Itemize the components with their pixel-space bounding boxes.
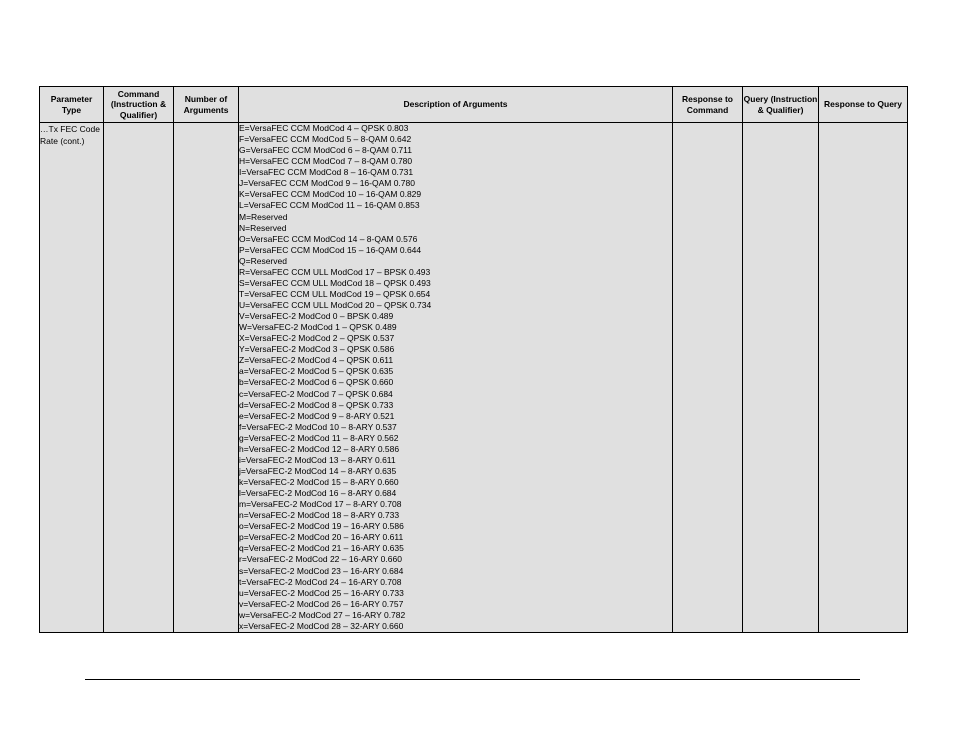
list-item: S=VersaFEC CCM ULL ModCod 18 – QPSK 0.493 bbox=[239, 277, 431, 288]
table-row bbox=[40, 123, 908, 633]
header-response-to-query: Response to Query bbox=[819, 87, 908, 123]
header-description: Description of Arguments bbox=[239, 87, 673, 123]
list-item: f=VersaFEC-2 ModCod 10 – 8-ARY 0.537 bbox=[239, 421, 397, 432]
response-to-query-cell bbox=[819, 123, 908, 633]
list-item: X=VersaFEC-2 ModCod 2 – QPSK 0.537 bbox=[239, 333, 395, 344]
list-item: Z=VersaFEC-2 ModCod 4 – QPSK 0.611 bbox=[239, 355, 394, 366]
header-number-of-arguments: Number of Arguments bbox=[174, 87, 239, 123]
list-item: F=VersaFEC CCM ModCod 5 – 8-QAM 0.642 bbox=[239, 134, 412, 145]
list-item: w=VersaFEC-2 ModCod 27 – 16-ARY 0.782 bbox=[239, 609, 406, 620]
header-query: Query (Instruction & Qualifier) bbox=[743, 87, 819, 123]
list-item: O=VersaFEC CCM ModCod 14 – 8-QAM 0.576 bbox=[239, 233, 418, 244]
footer-divider bbox=[85, 679, 860, 680]
query-cell bbox=[743, 123, 819, 633]
list-item: R=VersaFEC CCM ULL ModCod 17 – BPSK 0.493 bbox=[239, 266, 431, 277]
description-cell bbox=[239, 123, 673, 633]
list-item: i=VersaFEC-2 ModCod 13 – 8-ARY 0.611 bbox=[239, 454, 396, 465]
list-item: J=VersaFEC CCM ModCod 9 – 16-QAM 0.780 bbox=[239, 178, 415, 189]
list-item: o=VersaFEC-2 ModCod 19 – 16-ARY 0.586 bbox=[239, 521, 404, 532]
list-item: r=VersaFEC-2 ModCod 22 – 16-ARY 0.660 bbox=[239, 554, 402, 565]
list-item: h=VersaFEC-2 ModCod 12 – 8-ARY 0.586 bbox=[239, 443, 400, 454]
list-item: V=VersaFEC-2 ModCod 0 – BPSK 0.489 bbox=[239, 311, 394, 322]
list-item: p=VersaFEC-2 ModCod 20 – 16-ARY 0.611 bbox=[239, 532, 404, 543]
list-item: k=VersaFEC-2 ModCod 15 – 8-ARY 0.660 bbox=[239, 477, 399, 487]
list-item: K=VersaFEC CCM ModCod 10 – 16-QAM 0.829 bbox=[239, 189, 422, 200]
list-item: s=VersaFEC-2 ModCod 23 – 16-ARY 0.684 bbox=[239, 565, 404, 576]
list-item: v=VersaFEC-2 ModCod 26 – 16-ARY 0.757 bbox=[239, 598, 404, 609]
list-item: Y=VersaFEC-2 ModCod 3 – QPSK 0.586 bbox=[239, 344, 395, 355]
header-command: Command (Instruction & Qualifier) bbox=[104, 87, 174, 123]
list-item: j=VersaFEC-2 ModCod 14 – 8-ARY 0.635 bbox=[239, 465, 397, 476]
list-item: L=VersaFEC CCM ModCod 11 – 16-QAM 0.853 bbox=[239, 200, 420, 211]
command-table bbox=[39, 86, 908, 633]
list-item: W=VersaFEC-2 ModCod 1 – QPSK 0.489 bbox=[239, 322, 397, 333]
header-response-to-command: Response to Command bbox=[673, 87, 743, 123]
argument-list bbox=[239, 123, 672, 632]
list-item: T=VersaFEC CCM ULL ModCod 19 – QPSK 0.654 bbox=[239, 288, 431, 299]
list-item: I=VersaFEC CCM ModCod 8 – 16-QAM 0.731 bbox=[239, 167, 414, 178]
list-item: l=VersaFEC-2 ModCod 16 – 8-ARY 0.684 bbox=[239, 488, 397, 499]
list-item: n=VersaFEC-2 ModCod 18 – 8-ARY 0.733 bbox=[239, 510, 400, 521]
list-item: c=VersaFEC-2 ModCod 7 – QPSK 0.684 bbox=[239, 388, 393, 399]
list-item: H=VersaFEC CCM ModCod 7 – 8-QAM 0.780 bbox=[239, 156, 413, 167]
table-header bbox=[40, 87, 908, 123]
list-item: b=VersaFEC-2 ModCod 6 – QPSK 0.660 bbox=[239, 377, 394, 388]
list-item: g=VersaFEC-2 ModCod 11 – 8-ARY 0.562 bbox=[239, 432, 399, 443]
list-item: G=VersaFEC CCM ModCod 6 – 8-QAM 0.711 bbox=[239, 145, 412, 156]
list-item: M=Reserved bbox=[239, 211, 288, 222]
command-cell bbox=[104, 123, 174, 633]
list-item: u=VersaFEC-2 ModCod 25 – 16-ARY 0.733 bbox=[239, 587, 404, 598]
list-item: N=Reserved bbox=[239, 222, 287, 233]
list-item: U=VersaFEC CCM ULL ModCod 20 – QPSK 0.734 bbox=[239, 300, 432, 310]
parameter-type-cell: …Tx FEC Code Rate (cont.) bbox=[40, 123, 104, 633]
header-row bbox=[40, 87, 908, 123]
list-item: t=VersaFEC-2 ModCod 24 – 16-ARY 0.708 bbox=[239, 576, 402, 587]
list-item: Q=Reserved bbox=[239, 255, 287, 266]
list-item: a=VersaFEC-2 ModCod 5 – QPSK 0.635 bbox=[239, 366, 394, 377]
list-item: d=VersaFEC-2 ModCod 8 – QPSK 0.733 bbox=[239, 399, 394, 410]
response-to-command-cell bbox=[673, 123, 743, 633]
header-parameter-type: Parameter Type bbox=[40, 87, 104, 123]
list-item: x=VersaFEC-2 ModCod 28 – 32-ARY 0.660 bbox=[239, 620, 404, 631]
list-item: e=VersaFEC-2 ModCod 9 – 8-ARY 0.521 bbox=[239, 410, 395, 421]
list-item: m=VersaFEC-2 ModCod 17 – 8-ARY 0.708 bbox=[239, 499, 402, 510]
list-item: P=VersaFEC CCM ModCod 15 – 16-QAM 0.644 bbox=[239, 244, 422, 255]
list-item: E=VersaFEC CCM ModCod 4 – QPSK 0.803 bbox=[239, 123, 409, 133]
number-of-arguments-cell bbox=[174, 123, 239, 633]
list-item: q=VersaFEC-2 ModCod 21 – 16-ARY 0.635 bbox=[239, 543, 404, 554]
